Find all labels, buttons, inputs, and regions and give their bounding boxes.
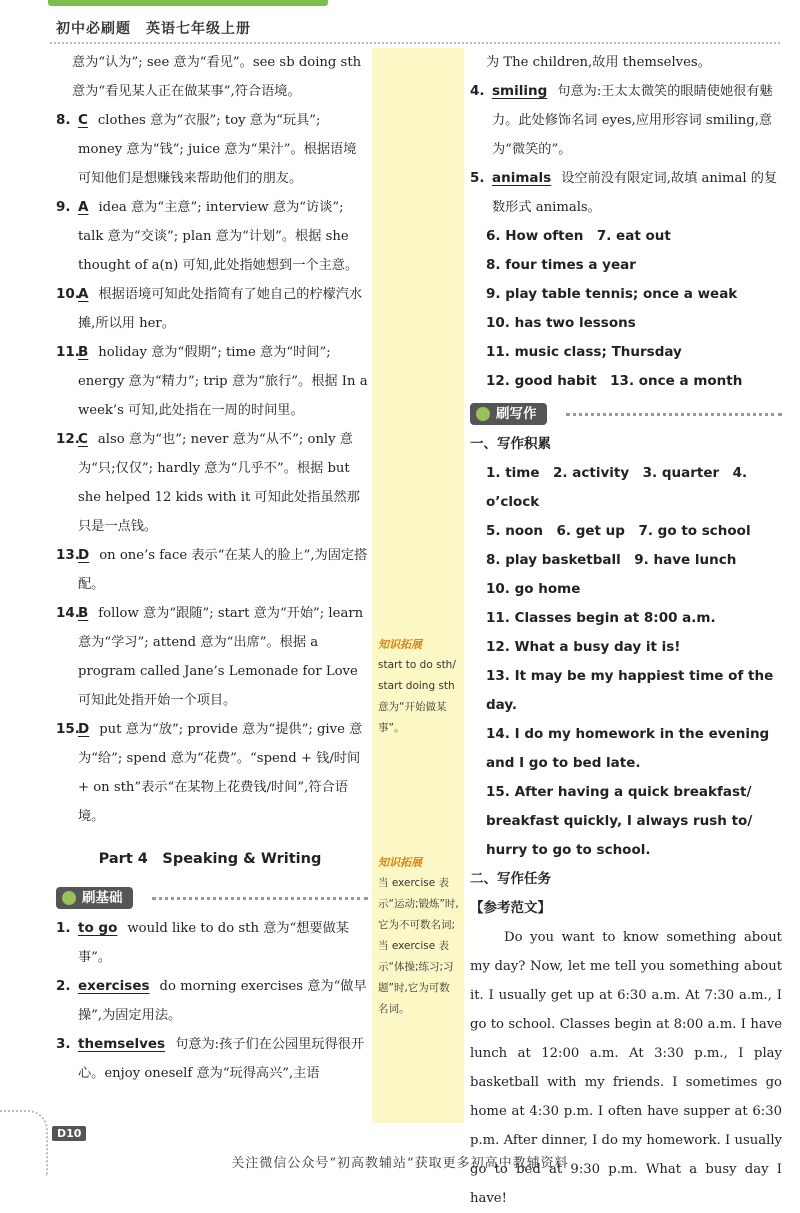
tip-text: 当 exercise 表示“运动;锻炼”时,它为不可数名词;当 exercise 表示“体操;练习;习题”时,它为可数名词。 — [378, 877, 459, 1015]
fill-item-4 — [466, 77, 782, 164]
answer-line: 8. four times a year — [486, 257, 636, 273]
item-number: 11. — [56, 344, 80, 360]
answer-item-11 — [52, 338, 368, 425]
explanation-text: do morning exercises 意为“做早操”,为固定用法。 — [78, 979, 367, 1023]
explanation-text: 句意为:孩子们在公园里玩得很开心。enjoy oneself 意为“玩得高兴”,主语 — [78, 1037, 365, 1081]
explanation-text: put 意为“放”; provide 意为“提供”; give 意为“给”; spend 意为“花费”。“spend + 钱/时间 + on sth”表示“在某物上花费钱/时间”,符合语境。 — [78, 722, 363, 824]
tip-box-1 — [372, 634, 464, 739]
writing-answer: 8. play basketball 9. have lunch — [486, 552, 737, 568]
explanation-text: idea 意为“主意”; interview 意为“访谈”; talk 意为“交谈”; plan 意为“计划”。根据 she thought of a(n) 可知,此处指她想到一个主意。 — [78, 200, 359, 273]
explanation-text: 根据语境可知此处指简有了她自己的柠檬汽水摊,所以用 her。 — [78, 287, 363, 331]
explanation-text: on one’s face 表示“在某人的脸上”,为固定搭配。 — [78, 548, 368, 592]
item-number: 3. — [56, 1036, 71, 1052]
answer-line: 9. play table tennis; once a weak — [486, 286, 738, 302]
leaf-icon — [476, 407, 490, 421]
item-number: 9. — [56, 199, 71, 215]
dotted-divider — [566, 413, 782, 416]
answer-word: to go — [78, 920, 118, 936]
writing-answer: 14. I do my homework in the evening and I go to bed late. — [486, 726, 770, 771]
item-number: 2. — [56, 978, 71, 994]
writing-answer: 12. What a busy day it is! — [486, 639, 681, 655]
writing-answer: 1. time 2. activity 3. quarter 4. o’clock — [486, 465, 748, 510]
header-title: 初中必刷题 英语七年级上册 — [56, 21, 251, 37]
answer-item-15 — [52, 715, 368, 831]
tip-content — [372, 634, 464, 739]
item-number: 8. — [56, 112, 71, 128]
left-column — [52, 48, 368, 1088]
answer-line: 10. has two lessons — [486, 315, 636, 331]
answer-item-8 — [52, 106, 368, 193]
answer-word: exercises — [78, 978, 150, 994]
sample-essay-label: 【参考范文】 — [470, 900, 551, 916]
item-number: 1. — [56, 920, 71, 936]
section-heading: 二、写作任务 — [470, 871, 551, 887]
answer-letter: B — [78, 605, 89, 621]
tip-content — [372, 852, 464, 1020]
explanation-text: would like to do sth 意为“想要做某事”。 — [78, 921, 349, 965]
badge — [56, 887, 133, 909]
explanation-text: 为 The children,故用 themselves。 — [486, 55, 711, 70]
fill-item-3-cont — [466, 48, 782, 77]
footer-note: 关注微信公众号“初高教辅站”获取更多初高中教辅资料 — [231, 1156, 569, 1171]
writing-answer: 11. Classes begin at 8:00 a.m. — [486, 610, 716, 626]
answer-letter: D — [78, 721, 90, 737]
explanation-text: follow 意为“跟随”; start 意为“开始”; learn 意为“学习”; attend 意为“出席”。根据 a program called Jane’s Lemonade for Love 可知此处指开始一个项目。 — [78, 606, 364, 708]
answer-letter: C — [78, 431, 88, 447]
header-accent-bar — [48, 0, 328, 6]
answer-line: 11. music class; Thursday — [486, 344, 682, 360]
answer-letter: A — [78, 199, 89, 215]
dotted-divider — [152, 897, 368, 900]
explanation-text: 句意为:王太太微笑的眼睛使她很有魅力。此处修饰名词 eyes,应用形容词 smiling,意为“微笑的”。 — [492, 84, 773, 157]
item-number: 14. — [56, 605, 80, 621]
page-header — [0, 0, 800, 50]
answer-word: themselves — [78, 1036, 166, 1052]
answer-item-12 — [52, 425, 368, 541]
section-badge-writing — [466, 400, 782, 428]
fill-item-3 — [52, 1030, 368, 1088]
answer-letter: B — [78, 344, 89, 360]
answer-line: 12. good habit 13. once a month — [486, 373, 743, 389]
explanation-text: 意为“认为”; see 意为“看见”。see sb doing sth 意为“看见某人正在做某事”,符合语境。 — [72, 55, 362, 99]
right-column — [466, 48, 782, 1213]
fill-item-2 — [52, 972, 368, 1030]
badge — [470, 403, 547, 425]
answer-item-7-cont — [52, 48, 368, 106]
explanation-text: clothes 意为“衣服”; toy 意为“玩具”; money 意为“钱”; juice 意为“果汁”。根据语境可知他们是想赚钱来帮助他们的朋友。 — [78, 113, 357, 186]
tip-column — [372, 48, 464, 1123]
badge-label: 刷基础 — [82, 890, 123, 906]
fill-item-1 — [52, 914, 368, 972]
answer-letter: A — [78, 286, 89, 302]
fill-item-5 — [466, 164, 782, 222]
header-divider — [50, 42, 780, 44]
writing-answer: 15. After having a quick breakfast/ breakfast quickly, I always rush to/ hurry to go to school. — [486, 784, 753, 858]
answer-letter: D — [78, 547, 90, 563]
tip-title: 知识拓展 — [378, 638, 422, 651]
item-number: 15. — [56, 721, 80, 737]
section-badge-basic — [52, 884, 368, 912]
answer-item-14 — [52, 599, 368, 715]
tip-box-2 — [372, 852, 464, 1020]
section-heading: 一、写作积累 — [470, 436, 551, 452]
leaf-icon — [62, 891, 76, 905]
writing-answer: 13. It may be my happiest time of the day. — [486, 668, 774, 713]
answer-item-9 — [52, 193, 368, 280]
item-number: 13. — [56, 547, 80, 563]
page-number: D10 — [52, 1126, 86, 1141]
item-number: 12. — [56, 431, 80, 447]
explanation-text: 设空前没有限定词,故填 animal 的复数形式 animals。 — [492, 171, 778, 215]
tip-text: start to do sth/ start doing sth 意为“开始做某事”。 — [378, 659, 456, 734]
writing-answer: 5. noon 6. get up 7. go to school — [486, 523, 751, 539]
answer-word: animals — [492, 170, 552, 186]
item-number: 5. — [470, 170, 485, 186]
explanation-text: holiday 意为“假期”; time 意为“时间”; energy 意为“精力”; trip 意为“旅行”。根据 In a week’s 可知,此处指在一周的时间里。 — [78, 345, 368, 418]
part-title: Part 4 Speaking & Writing — [98, 851, 322, 867]
writing-answer: 10. go home — [486, 581, 581, 597]
answer-item-13 — [52, 541, 368, 599]
answer-line: 6. How often 7. eat out — [486, 228, 671, 244]
explanation-text: also 意为“也”; never 意为“从不”; only 意为“只;仅仅”; hardly 意为“几乎不”。根据 but she helped 12 kids with it 可知此处指虽然那只是一点钱。 — [78, 432, 360, 534]
answer-word: smiling — [492, 83, 548, 99]
answer-item-10 — [52, 280, 368, 338]
answer-letter: C — [78, 112, 88, 128]
tip-title: 知识拓展 — [378, 856, 422, 869]
item-number: 4. — [470, 83, 485, 99]
sample-essay: Do you want to know something about my day? Now, let me tell you something about it. I usually get up at 6:30 a.m. At 7:30 a.m., I go to school. Classes begin at 8:00 a.m. I have lunch at 12:00 a.m. At 3:30 p.m., I play basketball with my friends. I sometimes go home at 4:30 p.m. I often have supper at 6:30 p.m. After dinner, I do my homework. I usually go to bed at 9:30 p.m. What a busy day I have! — [470, 930, 782, 1206]
item-number: 10. — [56, 286, 80, 302]
badge-label: 刷写作 — [496, 406, 537, 422]
